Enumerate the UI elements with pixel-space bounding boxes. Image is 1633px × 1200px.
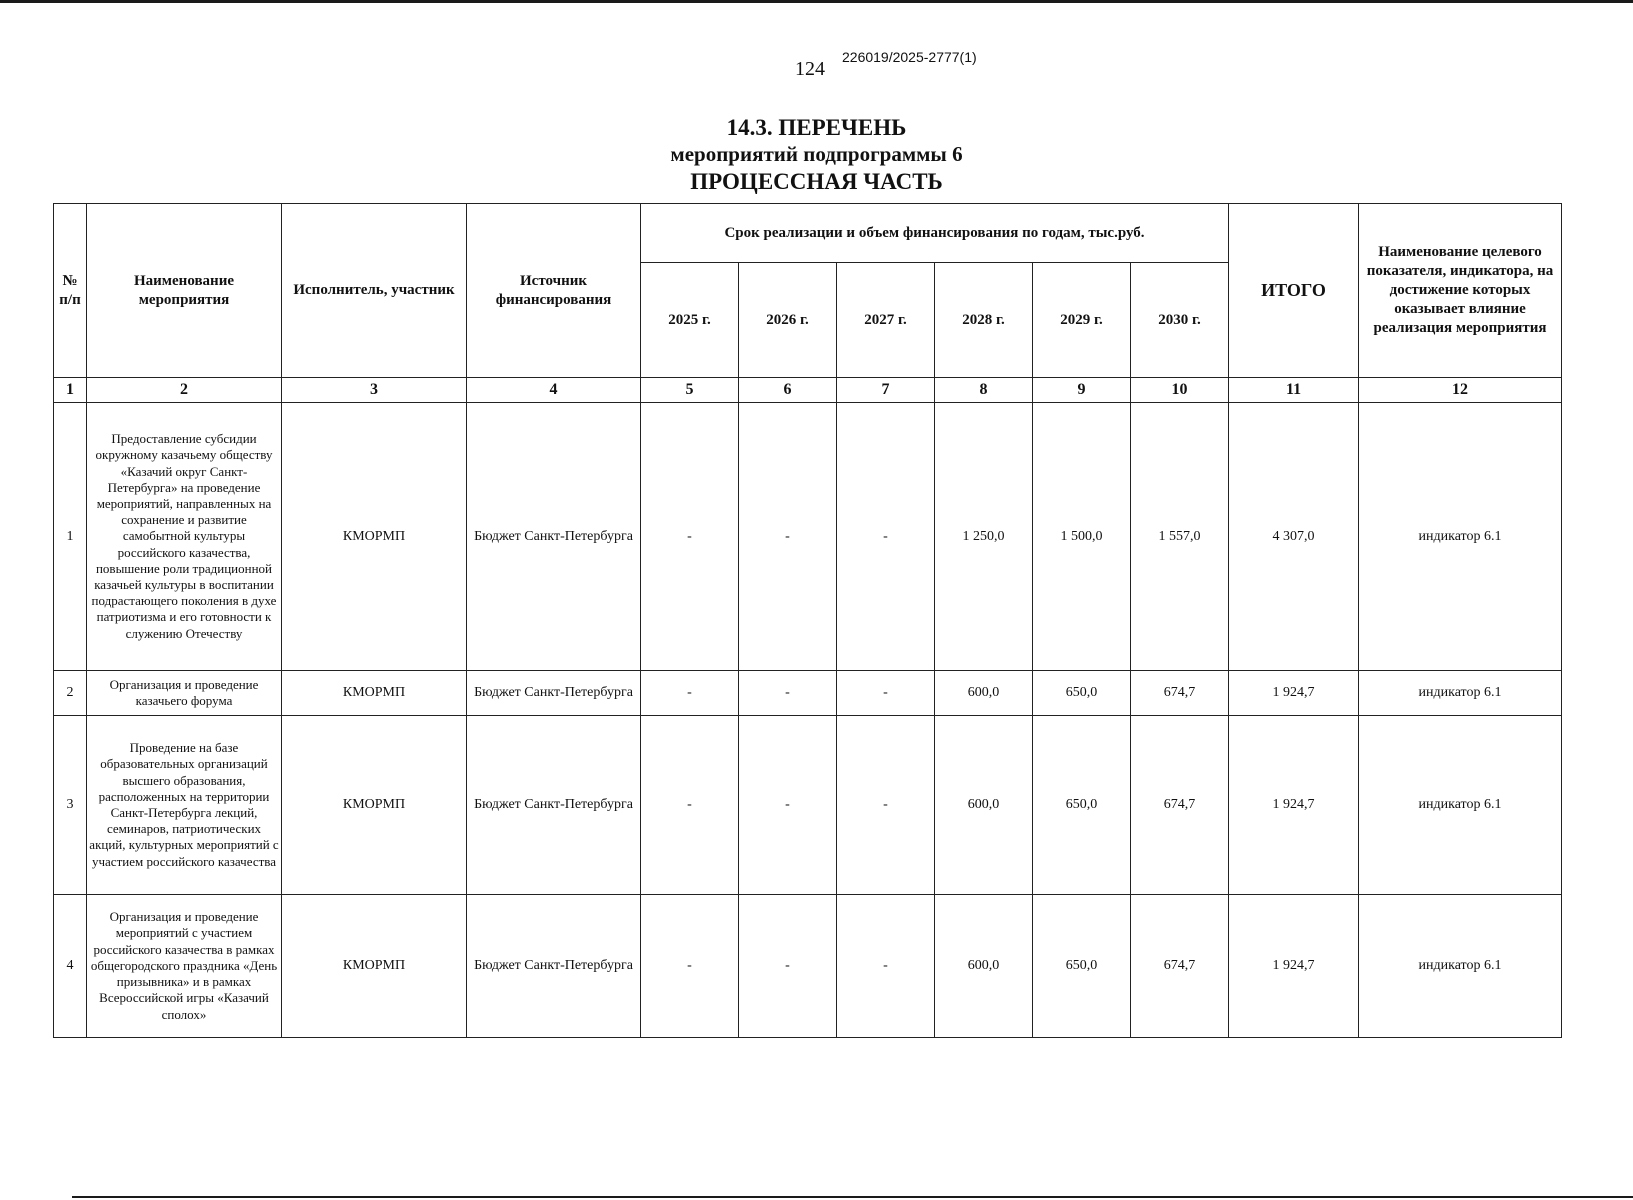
funding-source: Бюджет Санкт-Петербурга — [467, 671, 641, 716]
executor: КМОРМП — [282, 895, 467, 1038]
year-value: 650,0 — [1033, 716, 1131, 895]
year-value: 600,0 — [935, 716, 1033, 895]
header-year: 2028 г. — [935, 263, 1033, 378]
year-value: 1 500,0 — [1033, 403, 1131, 671]
column-number: 10 — [1131, 378, 1229, 403]
title-line-2: мероприятий подпрограммы 6 — [670, 142, 963, 166]
header-year: 2030 г. — [1131, 263, 1229, 378]
funding-source: Бюджет Санкт-Петербурга — [467, 403, 641, 671]
row-number: 4 — [54, 895, 87, 1038]
column-number: 12 — [1359, 378, 1562, 403]
header-source: Источник финансирования — [467, 204, 641, 378]
header-total: ИТОГО — [1229, 204, 1359, 378]
indicator: индикатор 6.1 — [1359, 403, 1562, 671]
column-number: 11 — [1229, 378, 1359, 403]
column-number: 8 — [935, 378, 1033, 403]
year-value: - — [837, 671, 935, 716]
year-value: - — [641, 895, 739, 1038]
indicator: индикатор 6.1 — [1359, 895, 1562, 1038]
measure-name: Проведение на базе образовательных организаций высшего образования, расположенных на территории Санкт-Петербурга лекций, семинаров, патриотических акций, культурных мероприятий с участием российского казачества — [87, 716, 282, 895]
table-row — [54, 895, 1562, 1038]
column-number: 5 — [641, 378, 739, 403]
measures-table — [53, 203, 1562, 1038]
year-value: 674,7 — [1131, 716, 1229, 895]
year-value: - — [739, 403, 837, 671]
year-value: - — [837, 403, 935, 671]
year-value: 1 557,0 — [1131, 403, 1229, 671]
funding-source: Бюджет Санкт-Петербурга — [467, 716, 641, 895]
column-number: 6 — [739, 378, 837, 403]
year-value: 650,0 — [1033, 895, 1131, 1038]
row-total: 1 924,7 — [1229, 895, 1359, 1038]
column-number: 1 — [54, 378, 87, 403]
table-row — [54, 671, 1562, 716]
header-year: 2025 г. — [641, 263, 739, 378]
year-value: 674,7 — [1131, 895, 1229, 1038]
row-total: 1 924,7 — [1229, 716, 1359, 895]
year-value: 600,0 — [935, 895, 1033, 1038]
column-number-row — [54, 378, 1562, 403]
year-value: 674,7 — [1131, 671, 1229, 716]
header-executor: Исполнитель, участник — [282, 204, 467, 378]
row-number: 1 — [54, 403, 87, 671]
year-value: 1 250,0 — [935, 403, 1033, 671]
executor: КМОРМП — [282, 716, 467, 895]
measure-name: Организация и проведение казачьего форума — [87, 671, 282, 716]
row-number: 3 — [54, 716, 87, 895]
header-year: 2029 г. — [1033, 263, 1131, 378]
scan-edge-bottom — [72, 1196, 1633, 1198]
column-number: 4 — [467, 378, 641, 403]
row-total: 1 924,7 — [1229, 671, 1359, 716]
year-value: 600,0 — [935, 671, 1033, 716]
table-row — [54, 403, 1562, 671]
year-value: - — [641, 403, 739, 671]
page-number: 124 — [795, 58, 825, 80]
year-value: - — [641, 671, 739, 716]
scan-edge-top — [0, 0, 1633, 3]
row-number: 2 — [54, 671, 87, 716]
row-total: 4 307,0 — [1229, 403, 1359, 671]
funding-source: Бюджет Санкт-Петербурга — [467, 895, 641, 1038]
header-period: Срок реализации и объем финансирования по годам, тыс.руб. — [641, 204, 1229, 263]
year-value: - — [837, 716, 935, 895]
column-number: 3 — [282, 378, 467, 403]
title-line-1: 14.3. ПЕРЕЧЕНЬ — [726, 115, 907, 140]
measure-name: Организация и проведение мероприятий с участием российского казачества в рамках общегородского праздника «День призывника» и в рамках Всероссийской игры «Казачий сполох» — [87, 895, 282, 1038]
document-id: 226019/2025-2777(1) — [842, 49, 977, 65]
year-value: - — [739, 895, 837, 1038]
executor: КМОРМП — [282, 671, 467, 716]
indicator: индикатор 6.1 — [1359, 671, 1562, 716]
header-row — [54, 204, 1562, 263]
header-num: № п/п — [54, 204, 87, 378]
year-value: - — [837, 895, 935, 1038]
header-year: 2027 г. — [837, 263, 935, 378]
title-line-3: ПРОЦЕССНАЯ ЧАСТЬ — [690, 169, 943, 194]
measure-name: Предоставление субсидии окружному казачьему обществу «Казачий округ Санкт-Петербурга» на проведение мероприятий, направленных на сохранение и развитие самобытной культуры российского казачества, повышение роли традиционной казачьей культуры в воспитании подрастающего поколения в духе патриотизма и его готовности к служению Отечеству — [87, 403, 282, 671]
column-number: 7 — [837, 378, 935, 403]
executor: КМОРМП — [282, 403, 467, 671]
year-value: - — [641, 716, 739, 895]
header-indicator: Наименование целевого показателя, индикатора, на достижение которых оказывает влияние реализация мероприятия — [1359, 204, 1562, 378]
year-value: - — [739, 716, 837, 895]
header-year: 2026 г. — [739, 263, 837, 378]
year-value: - — [739, 671, 837, 716]
table-row — [54, 716, 1562, 895]
column-number: 9 — [1033, 378, 1131, 403]
header-name: Наименование мероприятия — [87, 204, 282, 378]
year-value: 650,0 — [1033, 671, 1131, 716]
page-title — [0, 114, 1633, 195]
indicator: индикатор 6.1 — [1359, 716, 1562, 895]
column-number: 2 — [87, 378, 282, 403]
